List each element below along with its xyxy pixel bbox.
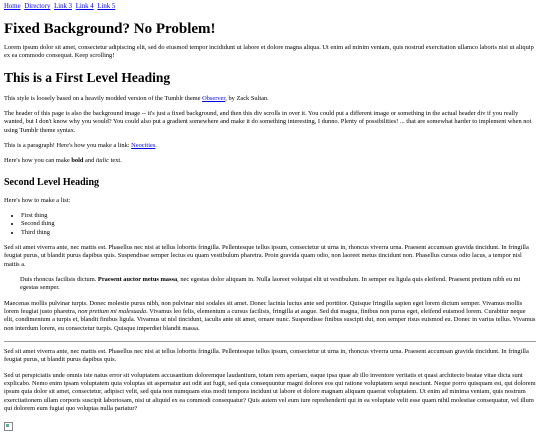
link-paragraph: [4, 142, 536, 150]
link-text-after: .: [155, 141, 157, 149]
lorem2-text-after: . Vivamus leo felis, elementum a cursus facilisis, fringilla at augue. Sed dui magna, finibus non purus eget, eleifend euismod lorem. Curabitur neque elit, condimentum a turpis et, blandit finibus ligula. Vivamus ut nisl tincidunt, iaculis ante sit amet, ornare nunc. Suspendisse finibus suscipit dui, non semper risus euismod eu. Donec in varius tellus. Vivamus non interdum lorem, eu consectetur turpis. Quisque imperdiet blandit massa.: [4, 307, 536, 332]
quote-text-before: Duis rhoncus facilisis dictum.: [20, 275, 98, 283]
format-paragraph: [4, 157, 536, 165]
list-item: • Third thing: [21, 229, 536, 237]
header-note-paragraph: The header of this page is also the background image -- it's just a fixed background, and then this div scrolls in over it. You could put a different image or something in the actual header div if you really wanted, but I don't know why you would? You could also put a gradient somewhere and make it do something interesting, I dunno. Plenty of possibilities! ... that are somewhat harder to implement when not using Tumblr theme syntax.: [4, 110, 532, 134]
neocities-link[interactable]: Neocities: [131, 141, 156, 149]
banner-title: Fixed Background? No Problem!: [4, 20, 216, 37]
format-text-before: Here's how you can make: [4, 157, 72, 165]
lorem2-text-before: Maecenas mollis pulvinar turpis. Donec molestie purus nibh, non pulvinar nisi sodales sit amet. Donec lacinia luctus ante sed porttitor. Quisque fringilla sapien eget lorem dictum semper. Vivamus mollis lorem feugiat justo pharetra,: [4, 299, 523, 315]
bold-example: bold: [71, 157, 84, 165]
credit-text-after: , by Zack Sultan.: [225, 94, 269, 102]
credit-text-before: This style is loosely based on a heavily modded version of the Tumblr theme: [4, 94, 203, 102]
first-level-heading: This is a First Level Heading: [4, 70, 171, 86]
list-intro: Here's how to make a list:: [4, 196, 71, 204]
banner-text: Lorem ipsum dolor sit amet, consectetur adipiscing elit, sed do eiusmod tempor incididunt ut labore et dolore magna aliqua. Ut enim ad minim veniam, quis nostrud exercitation ullamco laboris nisi ut aliquip ex ea commodo consequat. Keep scrolling!: [4, 43, 534, 60]
broken-image-icon: [4, 422, 13, 431]
quote-bold: Praesent auctor metus massa: [97, 275, 178, 283]
lorem2-italic: non pretium mi malesuada: [78, 307, 147, 315]
nav-link-home[interactable]: Home: [4, 3, 21, 10]
example-list: [4, 212, 536, 237]
blockquote: [4, 276, 536, 293]
nav-link-3[interactable]: Link 3: [54, 3, 73, 10]
lorem-paragraph-4: Sed ut perspiciatis unde omnis iste natus error sit voluptatem accusantium doloremque laudantium, totam rem aperiam, eaque ipsa quae ab illo inventore veritatis et quasi architecto beatae vitae dicta sunt explicabo. Nemo enim ipsam voluptatem quia voluptas sit aspernatur aut odit aut fugit, sed quia consequuntur magni dolores eos qui ratione voluptatem sequi nesciunt. Neque porro quisquam est, qui dolorem ipsum quia dolor sit amet, consectetur, adipisci velit, sed quia non numquam eius modi tempora incidunt ut labore et dolore magnam aliquam quaerat voluptatem. Ut enim ad minima veniam, quis nostrum exercitationem ullam corporis suscipit laboriosam, nisi ut aliquid ex ea commodi consequatur? Quis autem vel eum iure reprehenderit qui in ea voluptate velit esse quam nihil molestiae consequatur, vel illum qui dolorem eum fugiat quo voluptas nulla pariatur?: [4, 371, 536, 412]
link-text-before: This is a paragraph! Here's how you make a link:: [4, 141, 132, 149]
list-item: • First thing: [21, 212, 536, 220]
nav-link-directory[interactable]: Directory: [24, 3, 51, 10]
observer-link[interactable]: Observer: [202, 94, 226, 102]
quote-text-after: , nec egestas dolor aliquam in. Nulla laoreet volutpat elit ut vestibulum. In semper eu ligula quis eleifend. Praesent pretium nibh eu mi egestas semper.: [20, 275, 521, 292]
divider: [4, 341, 536, 342]
list-item: • Second thing: [21, 220, 536, 228]
credit-paragraph: [4, 95, 536, 103]
format-text-middle: and: [83, 157, 96, 165]
nav-link-5[interactable]: Link 5: [97, 3, 116, 10]
lorem-paragraph-1: Sed sit amet viverra ante, nec mattis est. Phasellus nec nisi at tellus lobortis fringilla. Pellentesque tellus ipsum, consectetur ut urna in, rhoncus viverra urna. Praesent accumsan gravida tincidunt. In fringilla feugiat purus, ut blandit purus dapibus quis. Suspendisse semper lectus eu quam vestibulum pharetra. Proin gravida quam odio, non laoreet metus tincidunt non. Phasellus cursus odio lacus, a tempor nisl mattis a.: [4, 243, 529, 268]
nav-link-4[interactable]: Link 4: [75, 3, 94, 10]
top-nav: [4, 3, 536, 12]
second-level-heading: Second Level Heading: [4, 176, 100, 188]
lorem-paragraph-2: [4, 300, 536, 333]
italic-example: italic: [95, 157, 110, 165]
format-text-after: text.: [109, 157, 122, 165]
lorem-paragraph-3: Sed sit amet viverra ante, nec mattis est. Phasellus nec nisi at tellus lobortis fringilla. Pellentesque tellus ipsum, consectetur ut urna in, rhoncus viverra urna. Praesent accumsan gravida tincidunt. In fringilla feugiat purus, ut blandit purus dapibus quis.: [4, 347, 529, 364]
